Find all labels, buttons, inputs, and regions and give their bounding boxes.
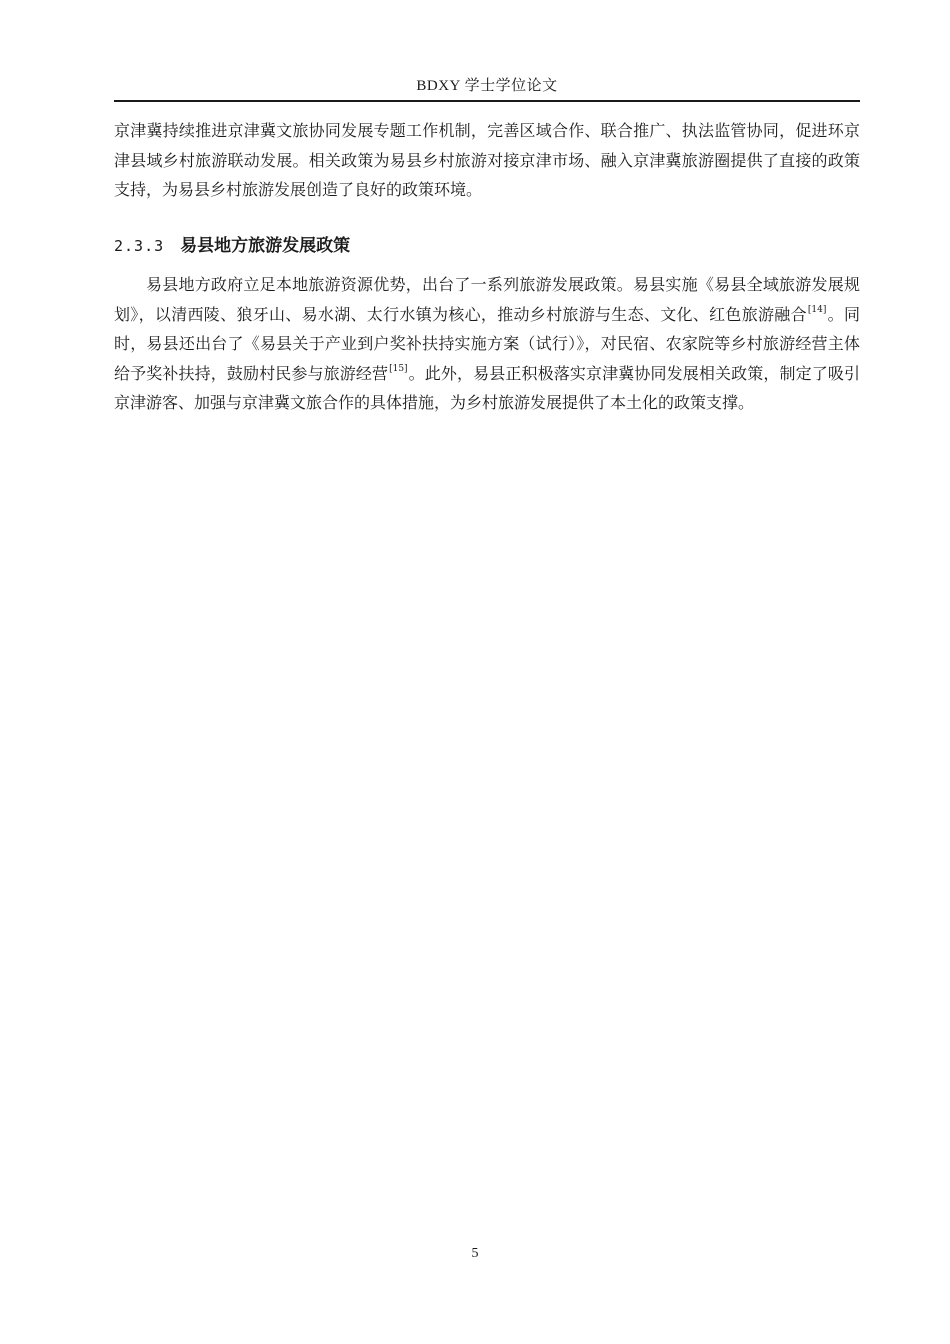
- page-number: 5: [471, 1246, 479, 1261]
- section-number: 2.3.3: [114, 237, 165, 255]
- body-paragraph-2: [114, 270, 860, 418]
- body-paragraph-1: 京津冀持续推进京津冀文旅协同发展专题工作机制，完善区域合作、联合推广、执法监管协同，促进环京津县域乡村旅游联动发展。相关政策为易县乡村旅游对接京津市场、融入京津冀旅游圈提供了直接的政策支持，为易县乡村旅游发展创造了良好的政策环境。: [114, 121, 860, 199]
- paragraph-2-part-1: 易县地方政府立足本地旅游资源优势，出台了一系列旅游发展政策。易县实施《易县全域旅游发展规划》，以清西陵、狼牙山、易水湖、太行水镇为核心，推动乡村旅游与生态、文化、红色旅游融合: [114, 275, 860, 324]
- section-title: 易县地方旅游发展政策: [180, 236, 351, 256]
- citation-15: [15]: [389, 363, 408, 374]
- section-heading: [114, 232, 860, 260]
- paragraph-2-part-2: 。同时，易县还出台了《易县关于产业到户奖补扶持实施方案（试行）》，对民宿、农家院等乡村旅游经营主体给予奖补扶持，鼓励村民参与旅游经营: [114, 304, 860, 383]
- header-divider: [114, 100, 860, 102]
- citation-14: [14]: [807, 304, 827, 315]
- paragraph-2-part-3: 。此外，易县正积极落实京津冀协同发展相关政策，制定了吸引京津游客、加强与京津冀文旅合作的具体措施，为乡村旅游发展提供了本土化的政策支撑。: [114, 363, 860, 412]
- running-header: BDXY 学士学位论文: [416, 78, 558, 94]
